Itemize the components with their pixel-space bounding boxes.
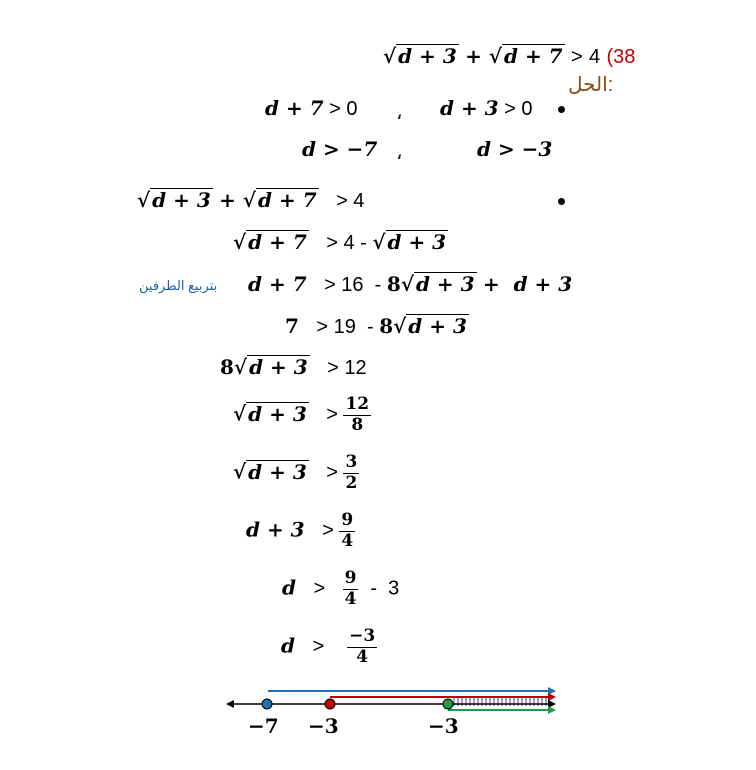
point-minus7 [262,699,272,709]
step-9: d > $\frac{9}{4}$ - 3 [282,568,400,609]
solution-hatch [452,698,550,706]
step-7: √ d + 3 > $\frac{3}{2}$ [233,452,358,493]
step-5: 8√ d + 3 > 12 [220,355,367,379]
fraction-9-4-b: $\frac{9}{4}$ [344,568,357,609]
problem-number: (38 [606,46,636,68]
step-10: d > $\frac{-3}{4}$ [281,626,376,667]
fraction-3-2: $\frac{3}{2}$ [345,452,358,493]
condition-d-plus-3: d + 3 > 0 [440,96,533,120]
sqrt-d-plus-7: √ d + 7 [488,44,563,68]
step-4: 7 > 19 - 8√ d + 3 [285,314,467,338]
fraction-12-8: $\frac{12}{8}$ [345,394,370,435]
result-d-gt-minus3: d > −3 [477,137,553,161]
point-minus3-4 [443,699,453,709]
annotation-square-both-sides: بتربيع الطرفين [139,278,218,293]
problem-statement: √ d + 3 + √ d + 7 > 4 (38 [383,44,636,68]
step-1: √ d + 3 + √ d + 7 > 4 [137,188,365,212]
sqrt-d-plus-3: √ d + 3 [383,44,457,68]
comma-separator-2: ، [396,142,403,164]
step-2: √ d + 7 > 4 - √ d + 3 [233,230,447,254]
label-minus7: −7 [248,714,279,738]
solution-label: الحل: [568,74,614,96]
label-minus3-second: −3 [428,714,459,738]
number-line [0,682,756,742]
fraction-minus3-4: $\frac{-3}{4}$ [349,626,376,667]
point-minus3 [325,699,335,709]
result-d-gt-minus7: d > −7 [302,137,378,161]
step-6: √ d + 3 > $\frac{12}{8}$ [233,394,370,435]
bullet-2 [558,198,565,205]
label-minus3: −3 [308,714,339,738]
step-3: d + 7 > 16 - 8√ d + 3 + d + 3 [248,272,573,296]
comma-separator-1: ، [396,102,403,124]
fraction-9-4: $\frac{9}{4}$ [341,510,354,551]
step-8: d + 3 > $\frac{9}{4}$ [246,510,354,551]
bullet-1 [558,106,565,113]
condition-d-plus-7: d + 7 > 0 [265,96,358,120]
